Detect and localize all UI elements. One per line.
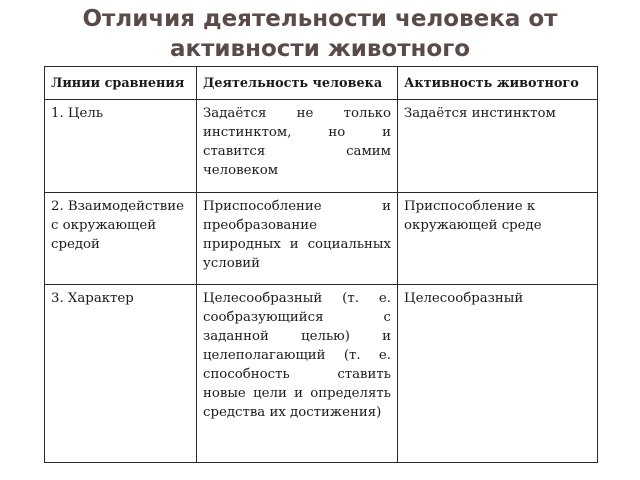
row-human: Целесообразный (т. е. сообразующийся с заданной целью) и целеполагающий (т. е. способность ставить новые цели и определять средства их достижения) [197, 285, 398, 463]
row-animal: Целесообразный [398, 285, 598, 463]
table-row [45, 193, 598, 285]
row-human: Задаётся не только инстинктом, но и ставится самим человеком [197, 100, 398, 193]
row-criterion: 1. Цель [45, 100, 197, 193]
row-criterion: 2. Взаимодействие с окружающей средой [45, 193, 197, 285]
table-row [45, 285, 598, 463]
header-animal-activity: Активность животного [398, 67, 598, 100]
title-line-1: Отличия деятельности человека от [82, 6, 558, 32]
page-title [0, 4, 640, 64]
title-line-2: активности животного [169, 36, 471, 62]
header-criteria: Линии сравнения [45, 67, 197, 100]
row-animal: Задаётся инстинктом [398, 100, 598, 193]
row-human: Приспособление и преобразование природных и социальных условий [197, 193, 398, 285]
table-row [45, 100, 598, 193]
comparison-table [44, 66, 598, 463]
row-criterion: 3. Характер [45, 285, 197, 463]
header-human-activity: Деятельность человека [197, 67, 398, 100]
table-header-row [45, 67, 598, 100]
row-animal: Приспособление к окружающей среде [398, 193, 598, 285]
